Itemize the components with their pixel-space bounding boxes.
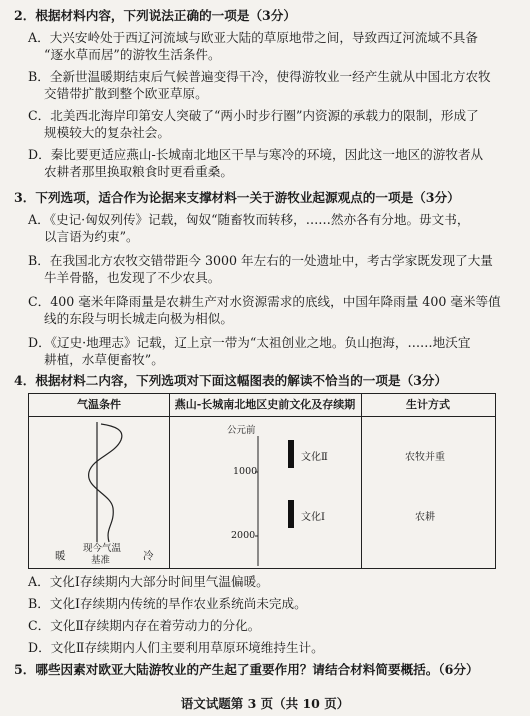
tick-label-2000: 2000 (231, 530, 256, 541)
label-baseline-1: 现今气温 (83, 543, 122, 554)
header-livelihood: 生计方式 (361, 394, 495, 417)
q3-option-b-line1: B．在我国北方农牧交错带距今 3000 年左右的一处遗址中，考古学家既发现了大量 (28, 253, 493, 268)
livelihood-culture-2: 农牧并重 (405, 452, 445, 463)
q4-option-d: D．文化Ⅱ存续期内人们主要利用草原环境维持生计。 (28, 640, 324, 655)
q3-option-d-line1: D．《辽史·地理志》记载，辽上京一带为“太祖创业之地。负山抱海，……地沃宜 (28, 335, 471, 350)
header-cultures: 燕山-长城南北地区史前文化及存续期 (169, 394, 361, 417)
q4-option-c: C．文化Ⅱ存续期内存在着劳动力的分化。 (28, 618, 261, 633)
q2-option-c-line2: 规模较大的复杂社会。 (44, 125, 170, 140)
q4-option-b: B．文化Ⅰ存续期内传统的旱作农业系统尚未完成。 (28, 596, 307, 611)
q2-option-b-line2: 交错带扩散到整个欧亚草原。 (44, 86, 208, 101)
q3-option-b-line2: 牛羊骨骼，也发现了不少农具。 (44, 270, 221, 285)
question-3-stem: 3．下列选项，适合作为论据来支撑材料一关于游牧业起源观点的一项是（3分） (14, 190, 460, 205)
livelihood-culture-1: 农耕 (415, 512, 435, 523)
question-5-stem: 5．哪些因素对欧亚大陆游牧业的产生起了重要作用？请结合材料简要概括。（6分） (14, 662, 479, 677)
q2-option-a-line2: “逐水草而居”的游牧生活条件。 (44, 47, 221, 62)
label-culture-2: 文化Ⅱ (301, 452, 328, 463)
q3-option-a-line1: A．《史记·匈奴列传》记载，匈奴“随畜牧而转移，……然亦各有分地。毋文书， (28, 212, 470, 227)
q2-option-d-line1: D．秦比要更适应燕山-长城南北地区干旱与寒冷的环境，因此这一地区的游牧者从 (28, 147, 484, 162)
culture-climate-table (28, 393, 496, 569)
question-2-stem: 2．根据材料内容，下列说法正确的一项是（3分） (14, 8, 296, 23)
q4-option-a: A．文化Ⅰ存续期内大部分时间里气温偏暖。 (28, 574, 269, 589)
label-culture-1: 文化Ⅰ (301, 512, 325, 523)
q3-option-c-line1: C．400 毫米年降雨量是农耕生产对水资源需求的底线，中国年降雨量 400 毫米等值 (28, 294, 501, 309)
label-cold: 冷 (143, 550, 154, 562)
q2-option-a-line1: A．大兴安岭处于西辽河流域与欧亚大陆的草原地带之间，导致西辽河流域不具备 (28, 30, 478, 45)
culture-2-bar (288, 440, 294, 468)
label-bce: 公元前 (227, 425, 256, 436)
q3-option-c-line2: 线的东段与明长城走向极为相似。 (44, 311, 233, 326)
tick-label-1000: 1000 (233, 466, 258, 477)
temperature-line (89, 424, 122, 542)
label-baseline-2: 基准 (91, 555, 111, 566)
q2-option-d-line2: 农耕者那里换取粮食时更看重桑。 (44, 164, 233, 179)
page-footer: 语文试题第 3 页（共 10 页） (180, 696, 350, 711)
timeline-axis (169, 416, 361, 568)
q3-option-a-line2: 以言语为约束”。 (44, 229, 139, 244)
label-warm: 暖 (55, 550, 66, 562)
q3-option-d-line2: 耕植，水草便畜牧”。 (44, 352, 164, 367)
culture-1-bar (288, 500, 294, 528)
question-4-stem: 4．根据材料二内容，下列选项对下面这幅图表的解读不恰当的一项是（3分） (14, 373, 448, 388)
q2-option-b-line1: B．全新世温暖期结束后气候普遍变得干冷，使得游牧业一经产生就从中国北方农牧 (28, 69, 491, 84)
q2-option-c-line1: C．北美西北海岸印第安人突破了“两小时步行圈”内资源的承载力的限制，形成了 (28, 108, 479, 123)
header-temperature: 气温条件 (29, 394, 169, 417)
